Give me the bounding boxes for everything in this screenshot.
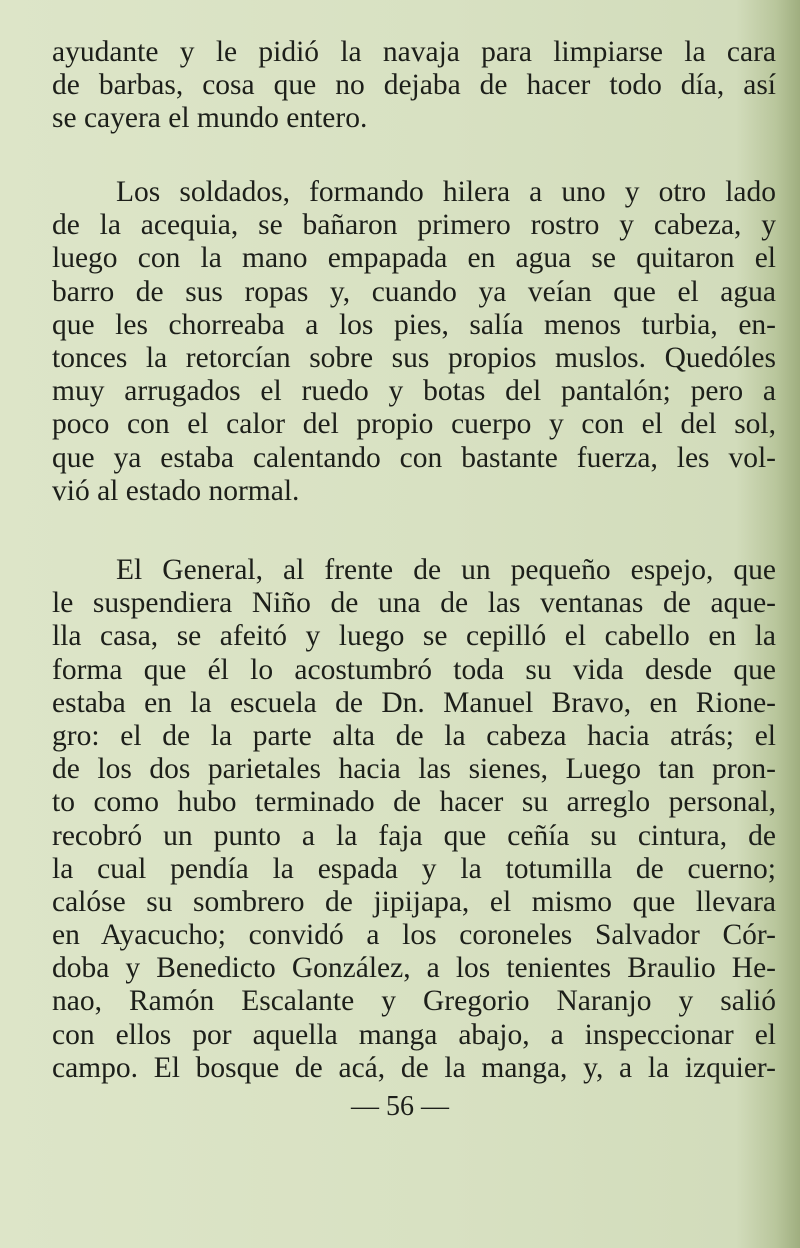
text-line: luego con la mano empapada en agua se quitaron el xyxy=(52,242,776,275)
page-number: — 56 — xyxy=(351,1091,449,1122)
text-line: de barbas, cosa que no dejaba de hacer todo día, así xyxy=(52,69,776,102)
text-line: poco con el calor del propio cuerpo y con el del sol, xyxy=(52,408,776,441)
text-line: El General, al frente de un pequeño espejo, que xyxy=(116,554,776,586)
text-line: Los soldados, formando hilera a uno y otro lado xyxy=(116,176,776,208)
text-line: barro de sus ropas y, cuando ya veían que el agua xyxy=(52,275,776,308)
paragraph-3 xyxy=(52,554,776,1085)
text-line: lla casa, se afeitó y luego se cepilló el cabello en la xyxy=(52,620,776,653)
text-line: ayudante y le pidió la navaja para limpiarse la cara xyxy=(52,36,776,68)
text-line: tonces la retorcían sobre sus propios muslos. Quedóles xyxy=(52,341,776,374)
text-line: doba y Benedicto González, a los tenientes Braulio He- xyxy=(52,952,776,985)
paragraph-2 xyxy=(52,176,776,508)
text-line: campo. El bosque de acá, de la manga, y, a la izquier- xyxy=(52,1051,776,1084)
text-line: forma que él lo acostumbró toda su vida desde que xyxy=(52,653,776,686)
text-line: de los dos parietales hacia las sienes, Luego tan pron- xyxy=(52,753,776,786)
text-line: vió al estado normal. xyxy=(52,474,300,507)
text-line: calóse su sombrero de jipijapa, el mismo que llevara xyxy=(52,885,776,918)
text-line: con ellos por aquella manga abajo, a inspeccionar el xyxy=(52,1018,776,1051)
text-line: de la acequia, se bañaron primero rostro y cabeza, y xyxy=(52,209,776,242)
text-line: la cual pendía la espada y la totumilla de cuerno; xyxy=(52,852,776,885)
text-line: muy arrugados el ruedo y botas del pantalón; pero a xyxy=(52,375,776,408)
text-line: gro: el de la parte alta de la cabeza hacia atrás; el xyxy=(52,719,776,752)
text-line: recobró un punto a la faja que ceñía su cintura, de xyxy=(52,819,776,852)
text-line: to como hubo terminado de hacer su arreglo personal, xyxy=(52,786,776,819)
paragraph-1 xyxy=(52,36,776,136)
text-line: le suspendiera Niño de una de las ventanas de aque- xyxy=(52,587,776,620)
text-line: nao, Ramón Escalante y Gregorio Naranjo y salió xyxy=(52,985,776,1018)
text-line: estaba en la escuela de Dn. Manuel Bravo, en Rione- xyxy=(52,686,776,719)
text-line: se cayera el mundo entero. xyxy=(52,102,368,135)
text-line: que les chorreaba a los pies, salía menos turbia, en- xyxy=(52,308,776,341)
text-line: en Ayacucho; convidó a los coroneles Salvador Cór- xyxy=(52,919,776,952)
text-line: que ya estaba calentando con bastante fuerza, les vol- xyxy=(52,441,776,474)
